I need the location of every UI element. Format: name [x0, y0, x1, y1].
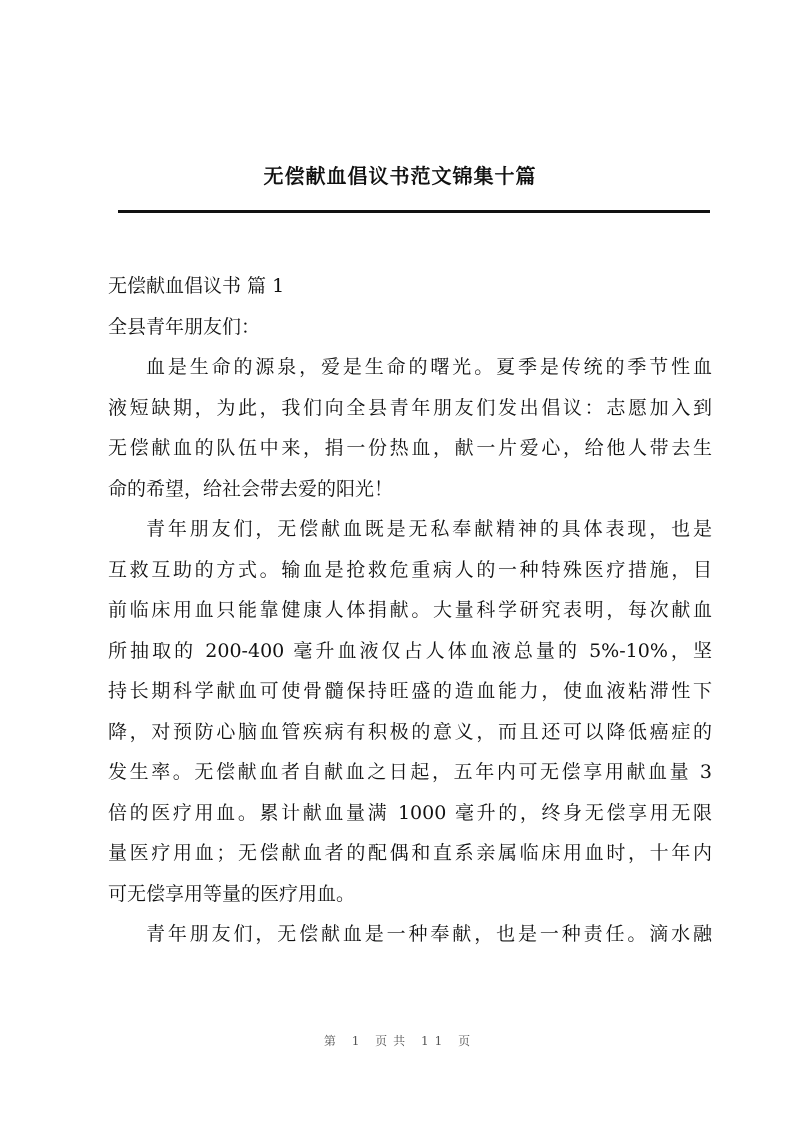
document-body — [108, 266, 712, 955]
paragraph-2-line: 所抽取的 200-400 毫升血液仅占人体血液总量的 5%-10%，坚 — [108, 639, 712, 662]
paragraph-1-line: 命的希望，给社会带去爱的阳光！ — [108, 477, 394, 500]
salutation: 全县青年朋友们： — [108, 315, 261, 338]
paragraph-2-line: 量医疗用血；无偿献血者的配偶和直系亲属临床用血时，十年内 — [108, 842, 712, 864]
section-heading: 无偿献血倡议书 篇 1 — [108, 275, 285, 297]
paragraph-2-line: 可无偿享用等量的医疗用血。 — [108, 882, 356, 905]
paragraph-2-line: 持长期科学献血可使骨髓保持旺盛的造血能力，使血液粘滞性下 — [108, 680, 712, 702]
paragraph-1-line: 液短缺期，为此，我们向全县青年朋友们发出倡议：志愿加入到 — [108, 396, 712, 419]
paragraph-1-line: 无偿献血的队伍中来，捐一份热血，献一片爱心，给他人带去生 — [108, 437, 712, 459]
paragraph-1-line: 血是生命的源泉，爱是生命的曙光。夏季是传统的季节性血 — [146, 356, 712, 378]
paragraph-2-line: 发生率。无偿献血者自献血之日起，五年内可无偿享用献血量 3 — [108, 761, 712, 783]
paragraph-2-line: 倍的医疗用血。累计献血量满 1000 毫升的，终身无偿享用无限 — [108, 801, 712, 824]
paragraph-2-line: 青年朋友们，无偿献血既是无私奉献精神的具体表现，也是 — [146, 518, 712, 540]
paragraph-2-line: 降，对预防心脑血管疾病有积极的意义，而且还可以降低癌症的 — [108, 720, 712, 743]
page-title: 无偿献血倡议书范文锦集十篇 — [263, 164, 537, 188]
page-number-footer: 第 1 页共 11 页 — [323, 1034, 477, 1048]
title-divider — [118, 210, 710, 213]
paragraph-2-line: 前临床用血只能靠健康人体捐献。大量科学研究表明，每次献血 — [108, 599, 712, 621]
paragraph-3-line: 青年朋友们，无偿献血是一种奉献，也是一种责任。滴水融 — [146, 923, 712, 945]
paragraph-2-line: 互救互助的方式。输血是抢救危重病人的一种特殊医疗措施，目 — [108, 558, 712, 581]
